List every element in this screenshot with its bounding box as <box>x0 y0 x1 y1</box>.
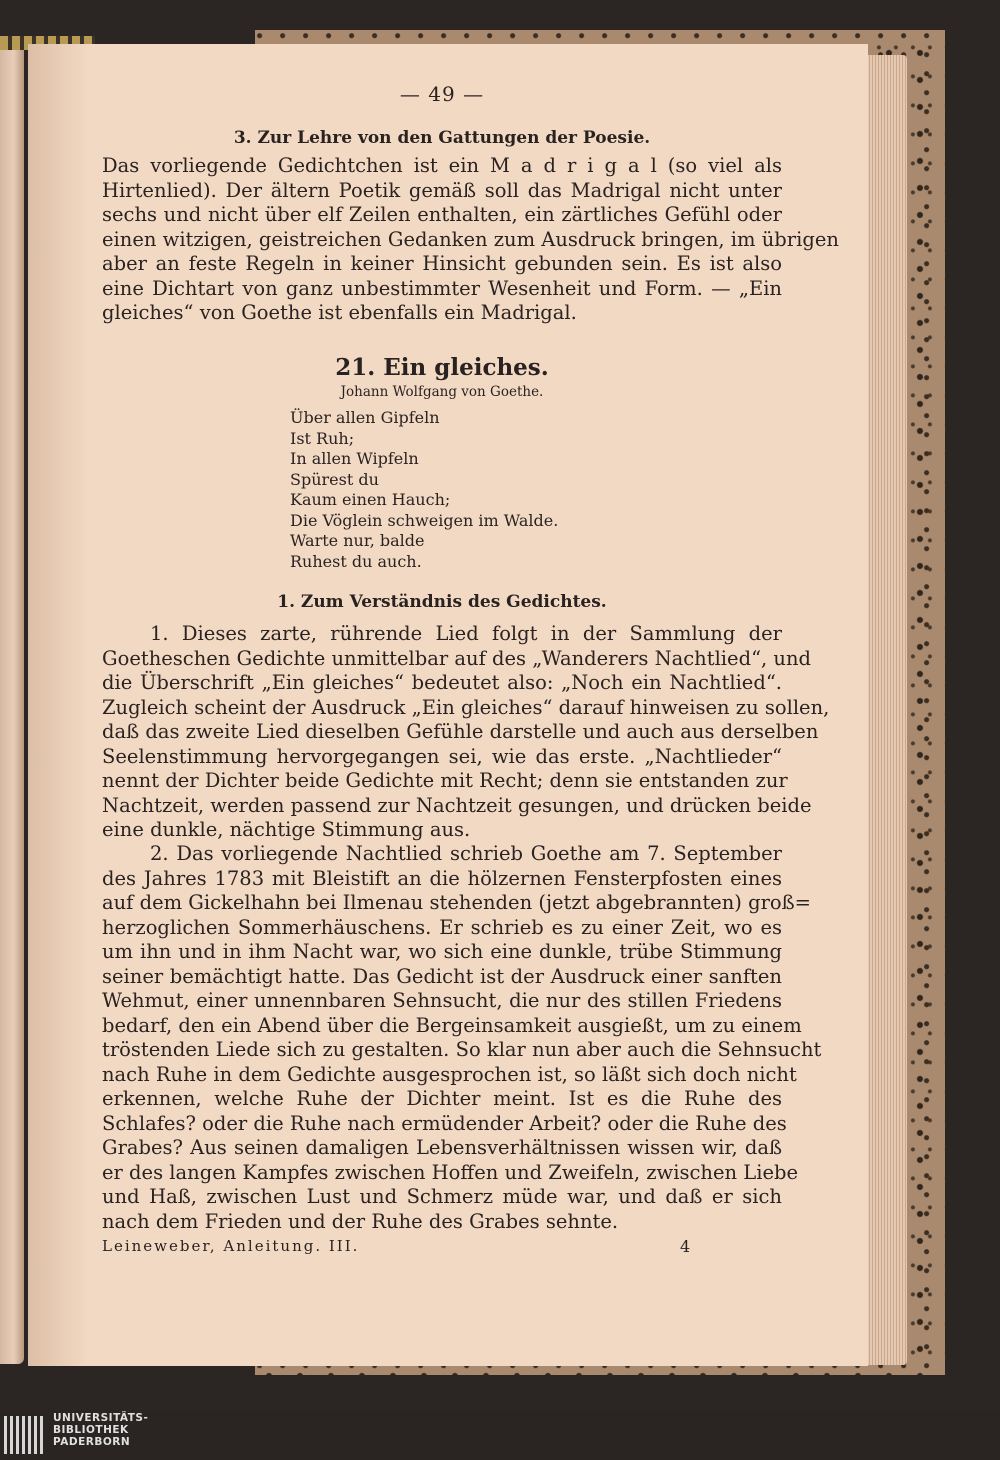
poem-line: Ist Ruh; <box>290 428 355 448</box>
footer-signature: Leineweber, Anleitung. III. <box>102 1237 360 1255</box>
paragraph-2 <box>102 842 822 1234</box>
text-line: gleiches“ von Goethe ist ebenfalls ein Madrigal. <box>102 301 577 324</box>
library-bar <box>0 1410 1000 1460</box>
text-line: Zugleich scheint der Ausdruck „Ein gleiches“ darauf hinweisen zu sollen, <box>102 695 830 719</box>
text-line: er des langen Kampfes zwischen Hoffen und Zweifeln, zwischen Liebe <box>102 1160 799 1184</box>
poem-line: Die Vöglein schweigen im Walde. <box>290 510 559 530</box>
text-line: des Jahres 1783 mit Bleistift an die hölzernen Fensterpfosten eines <box>102 866 782 890</box>
text-line: Grabes? Aus seinen damaligen Lebensverhältnissen wissen wir, daß <box>102 1136 782 1159</box>
library-name <box>53 1412 148 1448</box>
text-line: 2. Das vorliegende Nachtlied schrieb Goethe am 7. September <box>150 842 782 865</box>
text-line: tröstenden Liede sich zu gestalten. So klar nun aber auch die Sehnsucht <box>102 1038 822 1061</box>
poem-line: Warte nur, balde <box>290 531 425 550</box>
text-line: bedarf, den ein Abend über die Bergeinsamkeit ausgießt, um zu einem <box>102 1013 802 1037</box>
text-line: nennt der Dichter beide Gedichte mit Recht; denn sie entstanden zur <box>102 769 788 792</box>
sub-heading: 1. Zum Verständnis des Gedichtes. <box>277 592 607 612</box>
text-line: um ihn und in ihm Nacht war, wo sich eine dunkle, trübe Stimmung <box>102 940 782 963</box>
library-name-line: UNIVERSITÄTS- <box>53 1412 149 1424</box>
poem-line: Kaum einen Hauch; <box>290 490 451 509</box>
text-line: herzoglichen Sommerhäuschens. Er schrieb es zu einer Zeit, wo es <box>102 915 782 939</box>
poem-author: Johann Wolfgang von Goethe. <box>340 384 544 400</box>
poem-line: In allen Wipfeln <box>290 449 419 468</box>
library-logo-icon <box>4 1416 44 1454</box>
text-line: daß das zweite Lied dieselben Gefühle darstelle und auch aus derselben <box>102 720 819 743</box>
text-line: Seelenstimmung hervorgegangen sei, wie das erste. „Nachtlieder“ <box>102 744 782 768</box>
footer-sheet-number: 4 <box>680 1237 691 1256</box>
text-line: erkennen, welche Ruhe der Dichter meint. Ist es die Ruhe des <box>102 1087 782 1110</box>
text-line: und Haß, zwischen Lust und Schmerz müde war, und daß er sich <box>102 1185 782 1208</box>
poem <box>290 408 690 572</box>
page-number: — 49 — <box>399 82 485 106</box>
text-line: nach Ruhe in dem Gedichte ausgesprochen ist, so läßt sich doch nicht <box>102 1062 797 1086</box>
book-page <box>28 44 868 1366</box>
text-line: die Überschrift „Ein gleiches“ bedeutet also: „Noch ein Nachtlied“. <box>102 671 782 694</box>
paragraph-1 <box>102 622 830 843</box>
left-page-edge <box>0 44 24 1364</box>
text-line: Schlafes? oder die Ruhe nach ermüdender Arbeit? oder die Ruhe des <box>102 1111 787 1135</box>
text-line: 1. Dieses zarte, rührende Lied folgt in der Sammlung der <box>150 622 782 645</box>
section-heading: 3. Zur Lehre von den Gattungen der Poesie. <box>233 128 651 148</box>
text-line: Hirtenlied). Der ältern Poetik gemäß soll das Madrigal nicht unter <box>102 178 782 202</box>
text-line: Wehmut, einer unnennbaren Sehnsucht, die nur des stillen Friedens <box>102 989 782 1012</box>
text-line: Goetheschen Gedichte unmittelbar auf des „Wanderers Nachtlied“, und <box>102 646 812 670</box>
text-line: sechs und nicht über elf Zeilen enthalten, ein zärtliches Gefühl oder <box>102 203 782 226</box>
intro-paragraph <box>102 154 839 326</box>
text-line: seiner bemächtigt hatte. Das Gedicht ist der Ausdruck einer sanften <box>102 964 782 988</box>
text-line: Nachtzeit, werden passend zur Nachtzeit gesungen, und drücken beide <box>102 793 812 817</box>
text-line: nach dem Frieden und der Ruhe des Grabes sehnte. <box>102 1209 619 1233</box>
text-line: eine dunkle, nächtige Stimmung aus. <box>102 818 471 841</box>
text-line: auf dem Gickelhahn bei Ilmenau stehenden (jetzt abgebrannten) groß= <box>102 891 811 914</box>
text-line: eine Dichtart von ganz unbestimmter Wesenheit und Form. — „Ein <box>102 276 782 300</box>
text-line: einen witzigen, geistreichen Gedanken zum Ausdruck bringen, im übrigen <box>102 227 839 251</box>
library-name-line: PADERBORN <box>53 1436 131 1448</box>
text-line: aber an feste Regeln in keiner Hinsicht gebunden sein. Es ist also <box>102 252 782 275</box>
poem-line: Über allen Gipfeln <box>290 408 440 427</box>
text-line: Das vorliegende Gedichtchen ist ein M a d r i g a l (so viel als <box>102 154 782 177</box>
poem-line: Ruhest du auch. <box>290 551 422 571</box>
poem-line: Spürest du <box>290 469 379 489</box>
poem-title: 21. Ein gleiches. <box>335 354 549 381</box>
library-name-line: BIBLIOTHEK <box>53 1424 129 1436</box>
